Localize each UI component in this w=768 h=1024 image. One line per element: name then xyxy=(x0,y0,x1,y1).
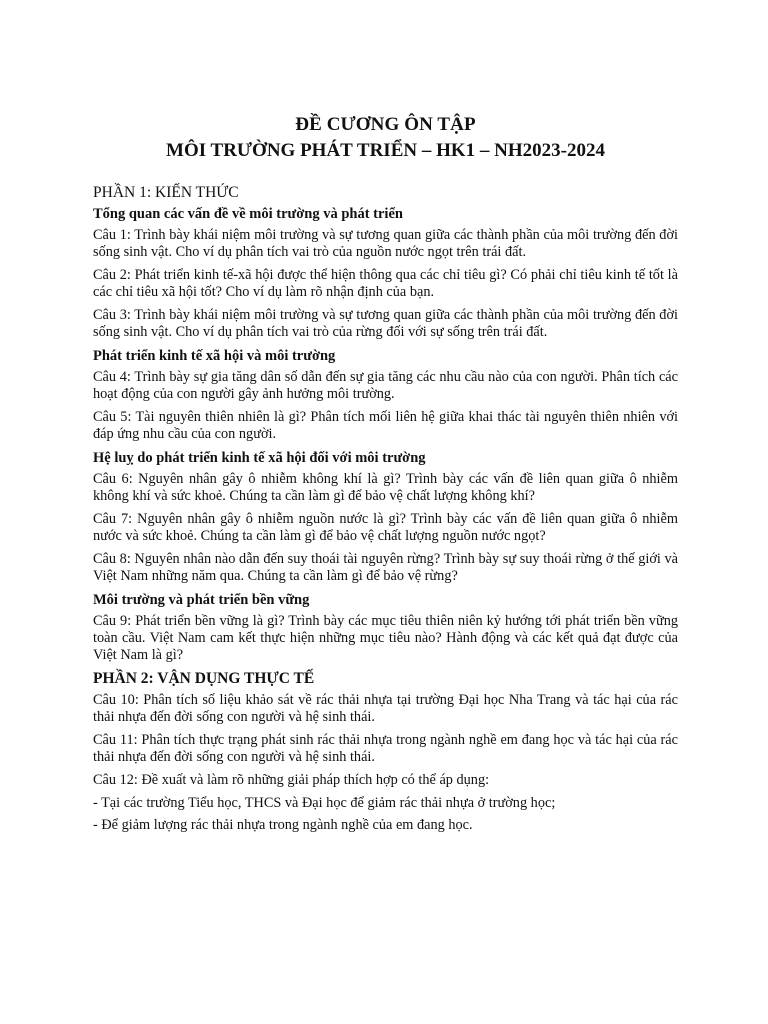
question-5: Câu 5: Tài nguyên thiên nhiên là gì? Phân tích mối liên hệ giữa khai thác tài nguyên thiên nhiên với đáp ứng nhu cầu của con người. xyxy=(93,409,678,442)
bullet-item-profession: - Để giảm lượng rác thải nhựa trong ngành nghề của em đang học. xyxy=(93,817,473,833)
section1-heading: Tổng quan các vấn đề về môi trường và phát triển xyxy=(93,206,403,222)
question-8: Câu 8: Nguyên nhân nào dẫn đến suy thoái tài nguyên rừng? Trình bày sự suy thoái rừng ở thế giới và Việt Nam những năm qua. Chúng ta cần làm gì để bảo vệ rừng? xyxy=(93,551,678,584)
question-1: Câu 1: Trình bày khái niệm môi trường và sự tương quan giữa các thành phần của môi trường đến đời sống sinh vật. Cho ví dụ phân tích vai trò của nguồn nước ngọt trên trái đất. xyxy=(93,227,678,260)
document-subtitle: MÔI TRƯỜNG PHÁT TRIỂN – HK1 – NH2023-2024 xyxy=(166,140,605,161)
question-6: Câu 6: Nguyên nhân gây ô nhiễm không khí là gì? Trình bày các vấn đề liên quan giữa ô nhiễm không khí và sức khoẻ. Chúng ta cần làm gì để bảo vệ chất lượng không khí? xyxy=(93,471,678,504)
bullet-item-schools: - Tại các trường Tiểu học, THCS và Đại học để giảm rác thải nhựa ở trường học; xyxy=(93,795,556,811)
section4-heading: Môi trường và phát triển bền vững xyxy=(93,592,310,608)
section3-heading: Hệ luỵ do phát triển kinh tế xã hội đối với môi trường xyxy=(93,450,426,466)
question-12: Câu 12: Đề xuất và làm rõ những giải pháp thích hợp có thể áp dụng: xyxy=(93,772,490,788)
question-3: Câu 3: Trình bày khái niệm môi trường và sự tương quan giữa các thành phần của môi trường đến đời sống sinh vật. Cho ví dụ phân tích vai trò của rừng đối với sự sống trên trái đất. xyxy=(93,307,678,340)
question-7: Câu 7: Nguyên nhân gây ô nhiễm nguồn nước là gì? Trình bày các vấn đề liên quan giữa ô nhiễm nước và sức khoẻ. Chúng ta cần làm gì để bảo vệ chất lượng nguồn nước ngọt? xyxy=(93,511,678,544)
document-page xyxy=(93,112,678,839)
question-10: Câu 10: Phân tích số liệu khảo sát về rác thải nhựa tại trường Đại học Nha Trang và tác hại của rác thải nhựa đến đời sống con người và hệ sinh thái. xyxy=(93,692,678,725)
part1-heading: PHẦN 1: KIẾN THỨC xyxy=(93,184,239,201)
question-9: Câu 9: Phát triển bền vững là gì? Trình bày các mục tiêu thiên niên kỷ hướng tới phát triển bền vững toàn cầu. Việt Nam cam kết thực hiện những mục tiêu nào? Hành động và các kết quả đạt được của Việt Nam là gì? xyxy=(93,613,678,663)
question-2: Câu 2: Phát triển kinh tế-xã hội được thể hiện thông qua các chỉ tiêu gì? Có phải chỉ tiêu kinh tế tốt là các chỉ tiêu xã hội tốt? Cho ví dụ làm rõ nhận định của bạn. xyxy=(93,267,678,300)
document-title: ĐỀ CƯƠNG ÔN TẬP xyxy=(295,114,476,135)
part2-heading: PHẦN 2: VẬN DỤNG THỰC TẾ xyxy=(93,670,315,687)
question-4: Câu 4: Trình bày sự gia tăng dân số dẫn đến sự gia tăng các nhu cầu nào của con người. Phân tích các hoạt động của con người gây ảnh hưởng môi trường. xyxy=(93,369,678,402)
section2-heading: Phát triển kinh tế xã hội và môi trường xyxy=(93,348,336,364)
question-11: Câu 11: Phân tích thực trạng phát sinh rác thải nhựa trong ngành nghề em đang học và tác hại của rác thải nhựa đến đời sống con người và hệ sinh thái. xyxy=(93,732,678,765)
